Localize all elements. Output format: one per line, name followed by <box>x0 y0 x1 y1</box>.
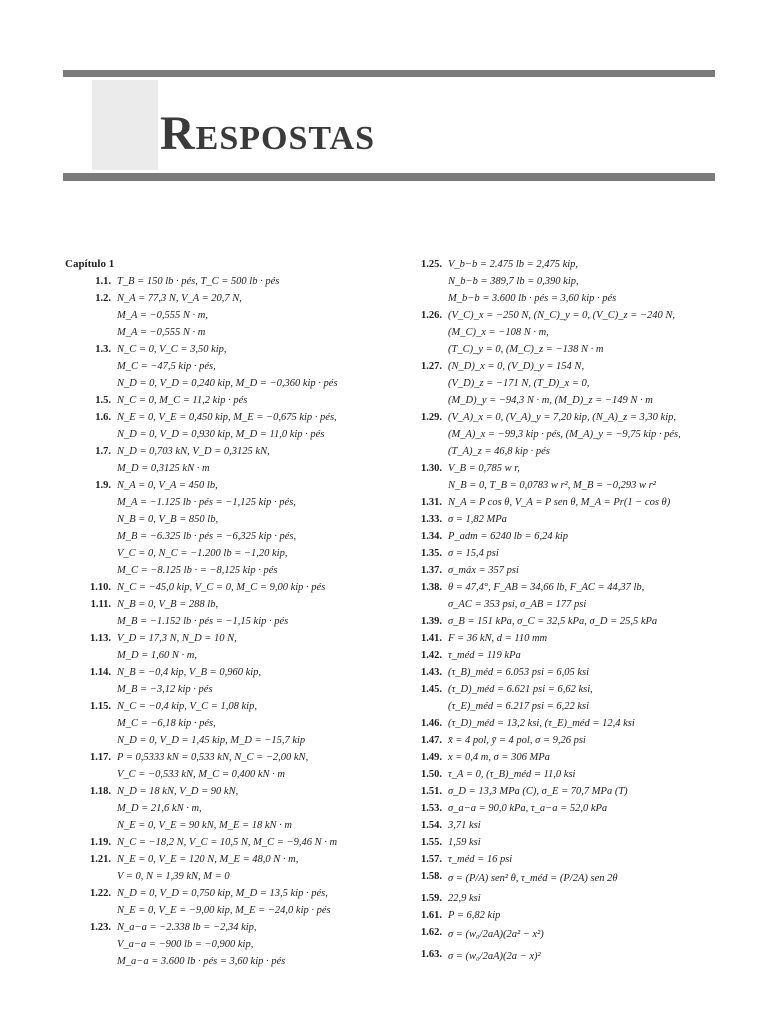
answer-line: (τ_D)_méd = 13,2 ksi, (τ_E)_méd = 12,4 ksi <box>448 718 635 729</box>
answer-item <box>410 946 710 968</box>
answer-number: 1.46. <box>421 718 442 729</box>
answer-number: 1.63. <box>421 949 442 960</box>
answer-item <box>410 494 710 511</box>
answer-line: N_D = 0,703 kN, V_D = 0,3125 kN, <box>117 446 270 457</box>
answer-item <box>410 890 710 907</box>
answer-number: 1.23. <box>90 922 111 933</box>
answer-line: M_C = −6,18 kip · pés, <box>117 718 216 729</box>
answer-lines <box>448 851 710 868</box>
answer-item <box>410 766 710 783</box>
answer-number: 1.33. <box>421 514 442 525</box>
answer-list-right <box>410 256 710 968</box>
header-rule-bottom <box>63 173 715 181</box>
answer-number: 1.21. <box>90 854 111 865</box>
answer-number: 1.37. <box>421 565 442 576</box>
answer-lines <box>448 732 710 749</box>
answer-number: 1.1. <box>95 276 111 287</box>
answer-line: N_D = 0, V_D = 0,240 kip, M_D = −0,360 kip · pés <box>117 378 338 389</box>
answer-item <box>410 907 710 924</box>
answer-lines <box>117 477 395 579</box>
answer-line: N_D = 0, V_D = 0,750 kip, M_D = 13,5 kip · pés, <box>117 888 328 899</box>
answer-item <box>65 443 395 477</box>
answer-line: 1,59 ksi <box>448 837 481 848</box>
answers-column-left <box>65 256 395 970</box>
answer-item <box>410 800 710 817</box>
answer-lines <box>448 494 710 511</box>
answer-item <box>65 630 395 664</box>
answer-item <box>410 851 710 868</box>
answer-line: M_B = −6.325 lb · pés = −6,325 kip · pés, <box>117 531 297 542</box>
answer-number: 1.5. <box>95 395 111 406</box>
answer-line: N_A = P cos θ, V_A = P sen θ, M_A = Pr(1 − cos θ) <box>448 497 671 508</box>
answer-lines <box>448 800 710 817</box>
answer-line: N_D = 0, V_D = 1,45 kip, M_D = −15,7 kip <box>117 735 306 746</box>
answer-line: σ_B = 151 kPa, σ_C = 32,5 kPa, σ_D = 25,5 kPa <box>448 616 658 627</box>
answer-lines <box>117 392 395 409</box>
answer-line: σ = (P/A) sen² θ, τ_méd = (P/2A) sen 2θ <box>448 873 618 884</box>
answer-lines <box>448 817 710 834</box>
answer-line: M_A = −0,555 N · m, <box>117 310 208 321</box>
answer-line: N_E = 0, V_E = 0,450 kip, M_E = −0,675 kip · pés, <box>117 412 337 423</box>
answer-lines <box>117 579 395 596</box>
answer-line: σ_máx = 357 psi <box>448 565 519 576</box>
answer-line: V_C = 0, N_C = −1.200 lb = −1,20 kip, <box>117 548 288 559</box>
answer-line: 3,71 ksi <box>448 820 481 831</box>
answer-line: σ = 1,82 MPa <box>448 514 507 525</box>
answer-number: 1.61. <box>421 910 442 921</box>
answer-item <box>410 783 710 800</box>
answer-number: 1.18. <box>90 786 111 797</box>
answer-item <box>410 817 710 834</box>
answer-line: σ = 15,4 psi <box>448 548 499 559</box>
answer-line: M_D = 1,60 N · m, <box>117 650 198 661</box>
answer-line: σ_a−a = 90,0 kPa, τ_a−a = 52,0 kPa <box>448 803 608 814</box>
answer-number: 1.10. <box>90 582 111 593</box>
answer-item <box>65 851 395 885</box>
answer-lines <box>448 562 710 579</box>
answer-line: V_D = 17,3 N, N_D = 10 N, <box>117 633 237 644</box>
answer-number: 1.55. <box>421 837 442 848</box>
answer-lines <box>448 946 710 968</box>
answer-line: N_B = 0, V_B = 288 lb, <box>117 599 219 610</box>
answer-line: σ = (w₀/2aA)(2a² − x²) <box>448 929 544 940</box>
answer-lines <box>448 358 710 409</box>
answer-line: N_E = 0, V_E = 90 kN, M_E = 18 kN · m <box>117 820 292 831</box>
answer-line: V_C = −0,533 kN, M_C = 0,400 kN · m <box>117 769 285 780</box>
answer-lines <box>448 924 710 946</box>
answer-number: 1.27. <box>421 361 442 372</box>
answer-lines <box>117 409 395 443</box>
answer-item <box>410 409 710 460</box>
answer-item <box>410 460 710 494</box>
answer-item <box>410 256 710 307</box>
answer-number: 1.58. <box>421 871 442 882</box>
header-rule-top <box>63 70 715 77</box>
answer-line: x = 0,4 m, σ = 306 MPa <box>448 752 550 763</box>
answers-column-right <box>410 256 710 968</box>
answer-item <box>410 664 710 681</box>
answer-item <box>410 868 710 890</box>
answer-number: 1.2. <box>95 293 111 304</box>
answer-item <box>65 392 395 409</box>
answer-lines <box>117 290 395 341</box>
answer-item <box>410 715 710 732</box>
answer-line: M_C = −8.125 lb · = −8,125 kip · pés <box>117 565 278 576</box>
answer-item <box>65 664 395 698</box>
answer-number: 1.26. <box>421 310 442 321</box>
answer-lines <box>448 907 710 924</box>
answer-line: (M_D)_y = −94,3 N · m, (M_D)_z = −149 N · m <box>448 395 653 406</box>
answer-lines <box>117 443 395 477</box>
answer-item <box>410 630 710 647</box>
answer-lines <box>448 766 710 783</box>
answer-line: (τ_B)_méd = 6.053 psi = 6,05 ksi <box>448 667 589 678</box>
answer-item <box>65 596 395 630</box>
answer-number: 1.7. <box>95 446 111 457</box>
answer-item <box>65 273 395 290</box>
answer-number: 1.59. <box>421 893 442 904</box>
answer-lines <box>117 273 395 290</box>
answer-number: 1.43. <box>421 667 442 678</box>
answer-lines <box>448 890 710 907</box>
answer-lines <box>117 698 395 749</box>
answer-lines <box>448 681 710 715</box>
answer-item <box>65 579 395 596</box>
header-shaded-box <box>92 80 158 170</box>
answer-lines <box>117 919 395 970</box>
answer-item <box>410 545 710 562</box>
answer-line: M_a−a = 3.600 lb · pés = 3,60 kip · pés <box>117 956 286 967</box>
answer-number: 1.51. <box>421 786 442 797</box>
answer-lines <box>448 868 710 890</box>
answer-item <box>65 783 395 834</box>
answer-number: 1.50. <box>421 769 442 780</box>
answer-line: V_a−a = −900 lb = −0,900 kip, <box>117 939 254 950</box>
answer-line: σ_D = 13,3 MPa (C), σ_E = 70,7 MPa (T) <box>448 786 628 797</box>
answer-line: N_A = 0, V_A = 450 lb, <box>117 480 218 491</box>
answer-lines <box>448 460 710 494</box>
answer-number: 1.31. <box>421 497 442 508</box>
answer-line: (M_A)_x = −99,3 kip · pés, (M_A)_y = −9,75 kip · pés, <box>448 429 681 440</box>
answer-lines <box>448 613 710 630</box>
answer-item <box>410 613 710 630</box>
answer-line: N_a−a = −2.338 lb = −2,34 kip, <box>117 922 257 933</box>
answer-lines <box>117 630 395 664</box>
answer-number: 1.29. <box>421 412 442 423</box>
answer-number: 1.17. <box>90 752 111 763</box>
answer-line: N_B = −0,4 kip, V_B = 0,960 kip, <box>117 667 262 678</box>
answer-number: 1.9. <box>95 480 111 491</box>
answer-line: V = 0, N = 1,39 kN, M = 0 <box>117 871 230 882</box>
answer-lines <box>117 596 395 630</box>
answer-number: 1.49. <box>421 752 442 763</box>
answer-line: (τ_D)_méd = 6.621 psi = 6,62 ksi, <box>448 684 593 695</box>
answer-item <box>65 919 395 970</box>
answer-line: N_C = −18,2 N, V_C = 10,5 N, M_C = −9,46 N · m <box>117 837 338 848</box>
answer-line: 22,9 ksi <box>448 893 481 904</box>
answer-number: 1.14. <box>90 667 111 678</box>
answer-line: M_D = 21,6 kN · m, <box>117 803 202 814</box>
answer-lines <box>448 783 710 800</box>
answer-number: 1.54. <box>421 820 442 831</box>
answer-line: F = 36 kN, d = 110 mm <box>448 633 548 644</box>
answer-line: M_A = −0,555 N · m <box>117 327 206 338</box>
answer-lines <box>448 749 710 766</box>
answer-line: M_D = 0,3125 kN · m <box>117 463 210 474</box>
answer-line: N_E = 0, V_E = 120 N, M_E = 48,0 N · m, <box>117 854 299 865</box>
answer-item <box>65 885 395 919</box>
answer-line: M_b−b = 3.600 lb · pés = 3,60 kip · pés <box>448 293 617 304</box>
answer-line: N_E = 0, V_E = −9,00 kip, M_E = −24,0 kip · pés <box>117 905 331 916</box>
answer-number: 1.19. <box>90 837 111 848</box>
answer-item <box>410 579 710 613</box>
answer-lines <box>117 783 395 834</box>
answer-lines <box>448 630 710 647</box>
answer-list-left <box>65 273 395 970</box>
answer-line: x̄ = 4 pol, ȳ = 4 pol, σ = 9,26 psi <box>448 735 586 746</box>
answer-line: (T_C)_y = 0, (M_C)_z = −138 N · m <box>448 344 604 355</box>
answer-lines <box>448 409 710 460</box>
answer-item <box>410 749 710 766</box>
answer-item <box>410 647 710 664</box>
answer-line: M_C = −47,5 kip · pés, <box>117 361 216 372</box>
answer-line: N_D = 18 kN, V_D = 90 kN, <box>117 786 239 797</box>
answer-item <box>410 528 710 545</box>
answer-line: (T_A)_z = 46,8 kip · pés <box>448 446 550 457</box>
answer-line: P_adm = 6240 lb = 6,24 kip <box>448 531 569 542</box>
answer-item <box>410 681 710 715</box>
answer-number: 1.3. <box>95 344 111 355</box>
answer-item <box>65 834 395 851</box>
answer-line: N_B = 0, T_B = 0,0783 w r², M_B = −0,293 w r² <box>448 480 656 491</box>
answer-line: M_A = −1.125 lb · pés = −1,125 kip · pés, <box>117 497 296 508</box>
answer-lines <box>117 834 395 851</box>
answer-lines <box>448 647 710 664</box>
answer-item <box>410 834 710 851</box>
answer-number: 1.39. <box>421 616 442 627</box>
answer-line: P = 0,5333 kN = 0,533 kN, N_C = −2,00 kN, <box>117 752 309 763</box>
answer-lines <box>117 664 395 698</box>
answer-lines <box>117 749 395 783</box>
answer-lines <box>117 851 395 885</box>
answer-number: 1.34. <box>421 531 442 542</box>
answer-number: 1.6. <box>95 412 111 423</box>
answer-line: T_B = 150 lb · pés, T_C = 500 lb · pés <box>117 276 280 287</box>
answer-line: (M_C)_x = −108 N · m, <box>448 327 549 338</box>
answer-item <box>65 341 395 392</box>
answer-line: N_C = −0,4 kip, V_C = 1,08 kip, <box>117 701 257 712</box>
answer-number: 1.35. <box>421 548 442 559</box>
answer-number: 1.15. <box>90 701 111 712</box>
answer-item <box>410 562 710 579</box>
answer-lines <box>448 307 710 358</box>
answer-lines <box>448 715 710 732</box>
answer-item <box>65 749 395 783</box>
answer-line: (N_D)_x = 0, (V_D)_y = 154 N, <box>448 361 585 372</box>
answer-line: N_b−b = 389,7 lb = 0,390 kip, <box>448 276 579 287</box>
answer-number: 1.13. <box>90 633 111 644</box>
answer-number: 1.57. <box>421 854 442 865</box>
answer-number: 1.62. <box>421 927 442 938</box>
answer-number: 1.42. <box>421 650 442 661</box>
answer-lines <box>448 528 710 545</box>
answer-line: σ = (w₀/2aA)(2a − x)² <box>448 951 541 962</box>
answer-number: 1.47. <box>421 735 442 746</box>
page-title: Respostas <box>160 107 375 160</box>
answer-number: 1.53. <box>421 803 442 814</box>
answer-line: N_A = 77,3 N, V_A = 20,7 N, <box>117 293 242 304</box>
answer-item <box>410 732 710 749</box>
answer-number: 1.22. <box>90 888 111 899</box>
answer-lines <box>448 511 710 528</box>
answer-item <box>65 477 395 579</box>
answer-lines <box>448 664 710 681</box>
answer-line: V_b−b = 2.475 lb = 2,475 kip, <box>448 259 579 270</box>
answer-line: N_B = 0, V_B = 850 lb, <box>117 514 219 525</box>
answer-line: (V_A)_x = 0, (V_A)_y = 7,20 kip, (N_A)_z = 3,30 kip, <box>448 412 676 423</box>
answer-line: V_B = 0,785 w r, <box>448 463 520 474</box>
chapter-heading: Capítulo 1 <box>65 258 115 270</box>
answer-item <box>65 698 395 749</box>
answer-lines <box>448 256 710 307</box>
answer-number: 1.41. <box>421 633 442 644</box>
answer-number: 1.25. <box>421 259 442 270</box>
answer-lines <box>448 834 710 851</box>
answer-line: N_C = 0, V_C = 3,50 kip, <box>117 344 227 355</box>
answer-line: τ_méd = 119 kPa <box>448 650 521 661</box>
answer-lines <box>117 885 395 919</box>
answer-lines <box>448 579 710 613</box>
answer-line: M_B = −3,12 kip · pés <box>117 684 213 695</box>
answer-line: N_C = 0, M_C = 11,2 kip · pés <box>117 395 248 406</box>
answer-line: (V_C)_x = −250 N, (N_C)_y = 0, (V_C)_z = −240 N, <box>448 310 676 321</box>
answer-line: σ_AC = 353 psi, σ_AB = 177 psi <box>448 599 587 610</box>
answer-line: N_D = 0, V_D = 0,930 kip, M_D = 11,0 kip · pés <box>117 429 325 440</box>
answer-item <box>65 409 395 443</box>
answer-number: 1.30. <box>421 463 442 474</box>
answer-lines <box>117 341 395 392</box>
answer-line: τ_A = 0, (τ_B)_méd = 11,0 ksi <box>448 769 576 780</box>
answer-line: θ = 47,4°, F_AB = 34,66 lb, F_AC = 44,37 lb, <box>448 582 645 593</box>
answer-number: 1.45. <box>421 684 442 695</box>
answer-item <box>410 511 710 528</box>
answer-item <box>410 358 710 409</box>
answer-line: (τ_E)_méd = 6.217 psi = 6,22 ksi <box>448 701 589 712</box>
answer-number: 1.38. <box>421 582 442 593</box>
answer-item <box>410 924 710 946</box>
answer-number: 1.11. <box>90 599 111 610</box>
answer-line: M_B = −1.152 lb · pés = −1,15 kip · pés <box>117 616 289 627</box>
answer-line: N_C = −45,0 kip, V_C = 0, M_C = 9,00 kip · pés <box>117 582 326 593</box>
answer-line: P = 6,82 kip <box>448 910 501 921</box>
answer-item <box>410 307 710 358</box>
answer-lines <box>448 545 710 562</box>
answer-item <box>65 290 395 341</box>
answer-line: (V_D)_z = −171 N, (T_D)_x = 0, <box>448 378 590 389</box>
answer-line: τ_méd = 16 psi <box>448 854 513 865</box>
